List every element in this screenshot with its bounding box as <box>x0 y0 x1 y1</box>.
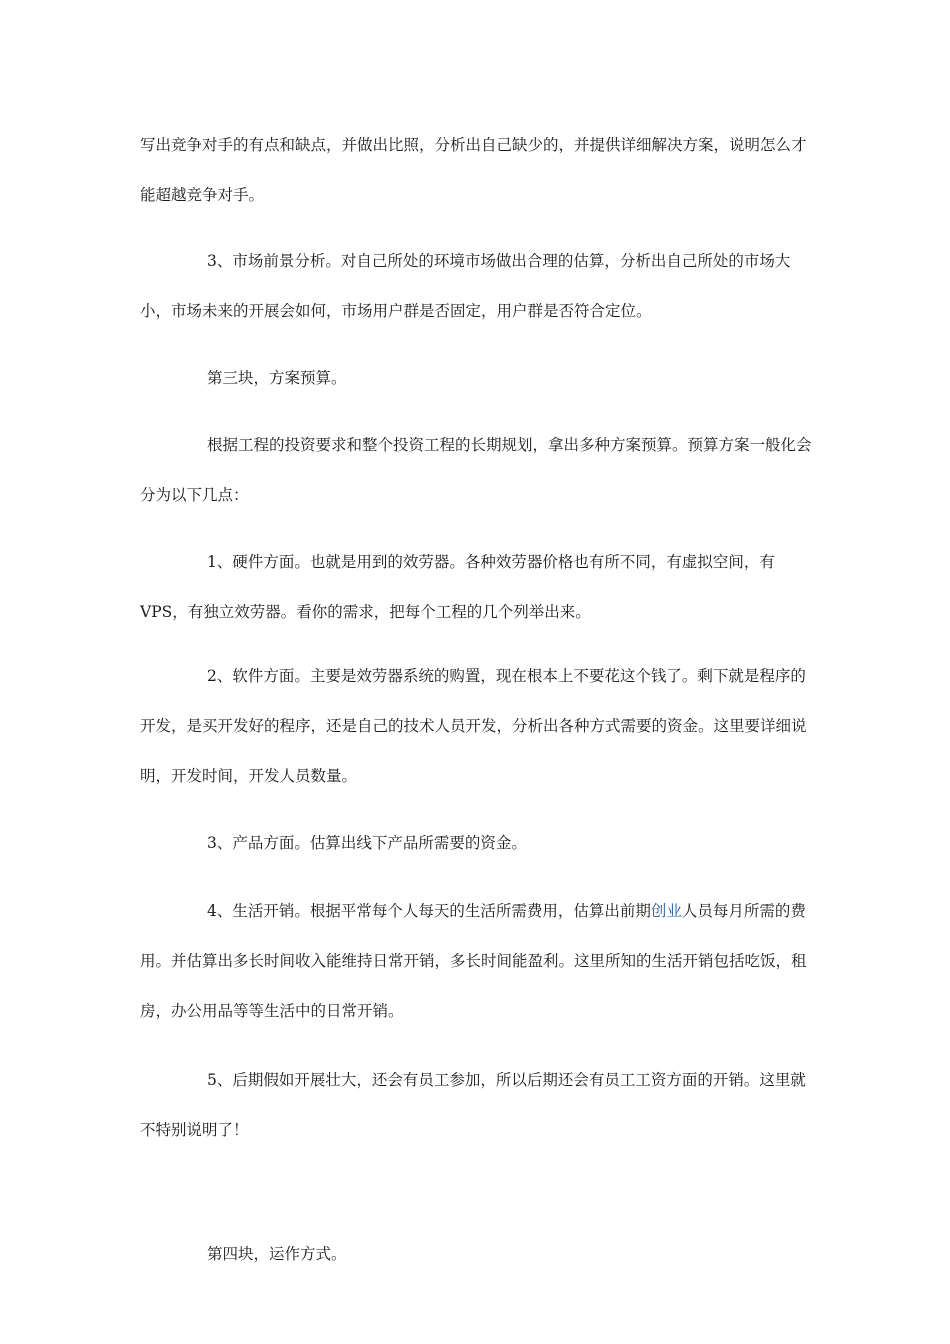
paragraph-competitor-analysis: 写出竞争对手的有点和缺点，并做出比照，分析出自己缺少的，并提供详细解决方案，说明怎么才能超越竞争对手。 <box>140 136 807 204</box>
paragraph-market-outlook: 3、市场前景分析。对自己所处的环境市场做出合理的估算，分析出自己所处的市场大小，市场未来的开展会如何，市场用户群是否固定，用户群是否符合定位。 <box>140 252 791 320</box>
paragraph-living-costs <box>140 886 820 1036</box>
paragraph-later-expansion: 5、后期假如开展壮大，还会有员工参加，所以后期还会有员工工资方面的开销。这里就不特别说明了！ <box>140 1071 806 1139</box>
paragraph-hardware: 1、硬件方面。也就是用到的效劳器。各种效劳器价格也有所不同，有虚拟空间，有VPS，有独立效劳器。看你的需求，把每个工程的几个列举出来。 <box>140 553 775 621</box>
paragraph-software: 2、软件方面。主要是效劳器系统的购置，现在根本上不要花这个钱了。剩下就是程序的开发，是买开发好的程序，还是自己的技术人员开发，分析出各种方式需要的资金。这里要详细说明，开发时间，开发人员数量。 <box>140 667 807 785</box>
living-costs-text-start: 4、生活开销。根据平常每个人每天的生活所需费用，估算出前期 <box>207 902 651 920</box>
living-costs-text-end: 人员每月所需的费用。并估算出多长时间收入能维持日常开销，多长时间能盈利。这里所知的生活开销包括吃饭，租房，办公用品等等生活中的日常开销。 <box>140 902 807 1020</box>
startup-link[interactable]: 创业 <box>650 902 682 920</box>
section-heading-operation: 第四块，运作方式。 <box>207 1245 347 1263</box>
paragraph-products: 3、产品方面。估算出线下产品所需要的资金。 <box>207 834 527 852</box>
paragraph-budget-intro: 根据工程的投资要求和整个投资工程的长期规划，拿出多种方案预算。预算方案一般化会分为以下几点： <box>140 436 812 504</box>
section-heading-budget: 第三块，方案预算。 <box>207 369 347 387</box>
